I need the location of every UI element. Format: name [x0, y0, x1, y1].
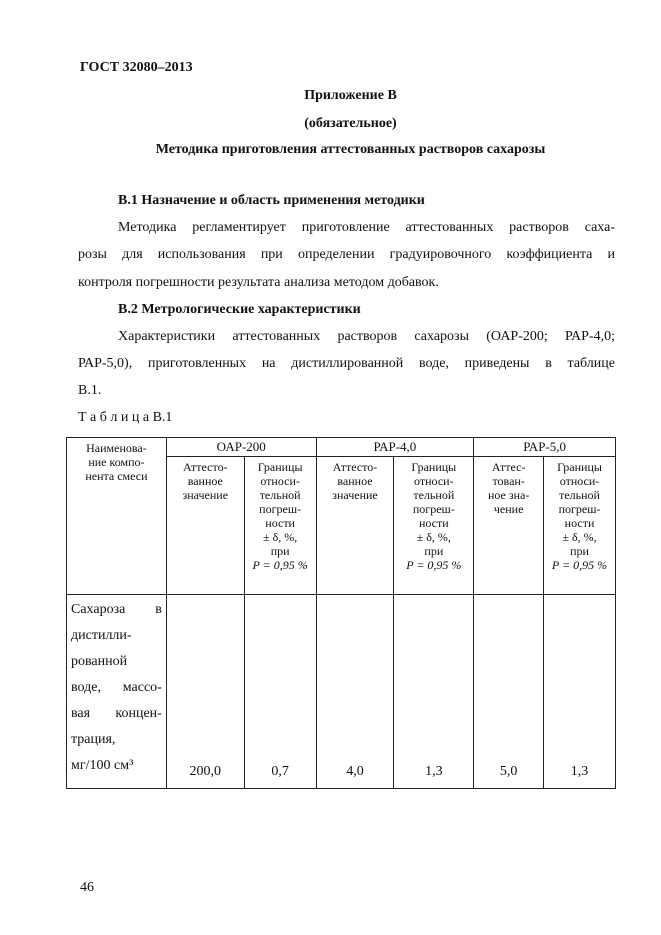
table-cell: 0,7	[244, 595, 316, 789]
sub-header-value: Аттесто- ванное значение	[166, 457, 244, 595]
table-cell: 4,0	[316, 595, 394, 789]
table-cell: 5,0	[474, 595, 544, 789]
section-2-line-1: Характеристики аттестованных растворов сахарозы (ОАР-200; РАР-4,0;	[118, 329, 615, 344]
document-title: Методика приготовления аттестованных растворов сахарозы	[155, 142, 546, 157]
table-cell: 1,3	[544, 595, 616, 789]
sub-header-value: Аттес- тован- ное зна- чение	[474, 457, 544, 595]
section-2-line-3: В.1.	[78, 383, 102, 398]
standard-code: ГОСТ 32080–2013	[80, 60, 193, 75]
section-2-line-2: РАР-5,0), приготовленных на дистиллированной воде, приведены в таблице	[78, 356, 615, 371]
section-1-line-3: контроля погрешности результата анализа методом добавок.	[78, 275, 439, 290]
page-number: 46	[80, 880, 94, 895]
corner-header: Наименова- ние компо- нента смеси	[67, 438, 167, 595]
appendix-title: Приложение В	[304, 88, 397, 103]
section-1-line-1: Методика регламентирует приготовление аттестованных растворов саха-	[118, 220, 615, 235]
group-header-rar50: РАР-5,0	[474, 438, 616, 457]
group-header-rar40: РАР-4,0	[316, 438, 474, 457]
table-cell: 1,3	[394, 595, 474, 789]
section-1-heading: В.1 Назначение и область применения методики	[118, 193, 425, 208]
table-row	[67, 595, 616, 789]
section-1-line-2: розы для использования при определении градуировочного коэффициента и	[78, 247, 615, 262]
sub-header-bound: Границы относи- тельной погреш- ности ± δ, %, при P = 0,95 %	[394, 457, 474, 595]
sub-header-value: Аттесто- ванное значение	[316, 457, 394, 595]
table-cell: 200,0	[166, 595, 244, 789]
section-2-heading: В.2 Метрологические характеристики	[118, 302, 361, 317]
row-label: Сахароза в дистилли- рованной воде, массо- вая концен- трация, мг/100 см³	[67, 595, 167, 789]
group-header-oar200: ОАР-200	[166, 438, 316, 457]
table-caption: Т а б л и ц а В.1	[78, 410, 173, 425]
sub-header-bound: Границы относи- тельной погреш- ности ± δ, %, при P = 0,95 %	[544, 457, 616, 595]
appendix-status: (обязательное)	[304, 116, 397, 131]
data-table	[66, 437, 616, 789]
sub-header-bound: Границы относи- тельной погреш- ности ± δ, %, при P = 0,95 %	[244, 457, 316, 595]
